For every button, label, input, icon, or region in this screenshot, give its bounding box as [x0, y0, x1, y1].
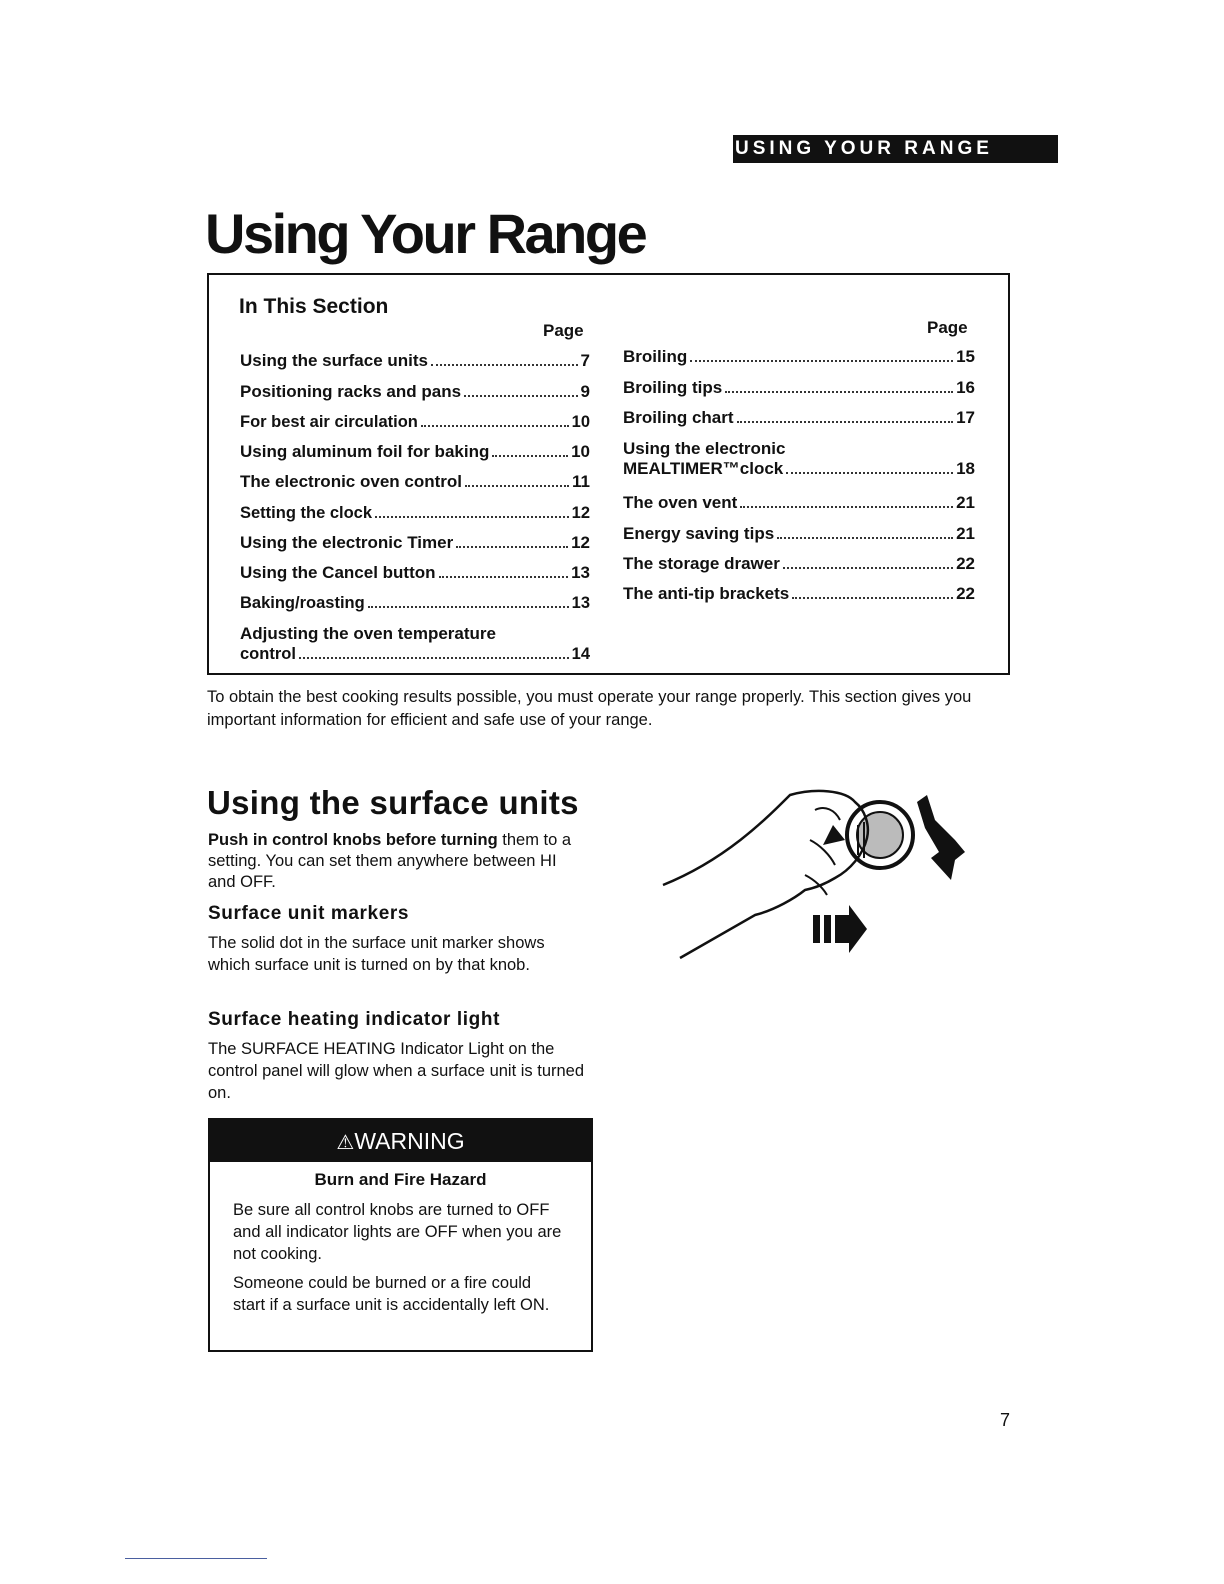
warning-subtitle: Burn and Fire Hazard [314, 1170, 487, 1189]
toc-entry[interactable]: For best air circulation 10 [240, 413, 590, 431]
toc-entry[interactable]: Using the Cancel button 13 [240, 563, 590, 582]
section-tab: USING YOUR RANGE [733, 135, 1058, 163]
surface-units-lead [208, 830, 588, 893]
indicator-heading: Surface heating indicator light [208, 1009, 501, 1030]
markers-text: The solid dot in the surface unit marker shows which surface unit is turned on by that knob. [208, 934, 545, 974]
toc-box [207, 273, 1010, 675]
warning-triangle-icon: ⚠ [336, 1132, 355, 1154]
toc-entry[interactable]: Broiling tips 16 [623, 378, 975, 397]
warning-box [208, 1118, 593, 1352]
toc-entry[interactable]: Adjusting the oven temperature control 14 [240, 624, 590, 663]
toc-entry[interactable]: The anti-tip brackets 22 [623, 584, 975, 603]
warning-header: ⚠WARNING [210, 1120, 591, 1162]
toc-entry[interactable]: Using the electronic MEALTIMER™clock 18 [623, 439, 975, 478]
toc-entry[interactable]: The storage drawer 22 [623, 554, 975, 573]
toc-entry[interactable]: Using aluminum foil for baking 10 [240, 442, 590, 461]
toc-entry[interactable]: Broiling chart 17 [623, 408, 975, 427]
toc-page-label-left: Page [543, 321, 584, 340]
toc-entry[interactable]: Energy saving tips 21 [623, 524, 975, 543]
indicator-text: The SURFACE HEATING Indicator Light on the control panel will glow when a surface unit is turned on. [208, 1040, 585, 1102]
warning-paragraph-2: Someone could be burned or a fire could start if a surface unit is accidentally left ON. [233, 1274, 550, 1314]
toc-entry[interactable]: Positioning racks and pans 9 [240, 382, 590, 401]
toc-entry[interactable]: Broiling 15 [623, 347, 975, 366]
push-arrow-icon [813, 905, 867, 953]
page-number: 7 [1000, 1410, 1011, 1430]
surface-units-heading: Using the surface units [207, 784, 579, 821]
toc-entry[interactable]: The oven vent 21 [623, 493, 975, 512]
rotate-arrow-icon [917, 795, 965, 880]
lead-rest: them to a setting. You can set them anywhere between HI and OFF. [208, 831, 572, 891]
toc-heading: In This Section [239, 295, 389, 318]
warning-paragraph-1: Be sure all control knobs are turned to OFF and all indicator lights are OFF when you are not cooking. [233, 1201, 562, 1263]
toc-entry[interactable]: Using the surface units 7 [240, 351, 590, 370]
footer-rule [125, 1558, 267, 1559]
toc-entry[interactable]: Setting the clock 12 [240, 504, 590, 522]
toc-entry[interactable]: Using the electronic Timer 12 [240, 533, 590, 552]
page-title: Using Your Range [205, 202, 646, 265]
lead-bold: Push in control knobs before turning [208, 831, 498, 849]
intro-text: To obtain the best cooking results possible, you must operate your range properly. This section gives you important information for efficient and safe use of your range. [207, 688, 972, 729]
toc-entry[interactable]: Baking/roasting 13 [240, 594, 590, 612]
toc-entry[interactable]: The electronic oven control 11 [240, 472, 590, 491]
knob-hand-illustration [655, 780, 985, 970]
toc-page-label-right: Page [927, 318, 968, 337]
markers-heading: Surface unit markers [208, 903, 410, 924]
